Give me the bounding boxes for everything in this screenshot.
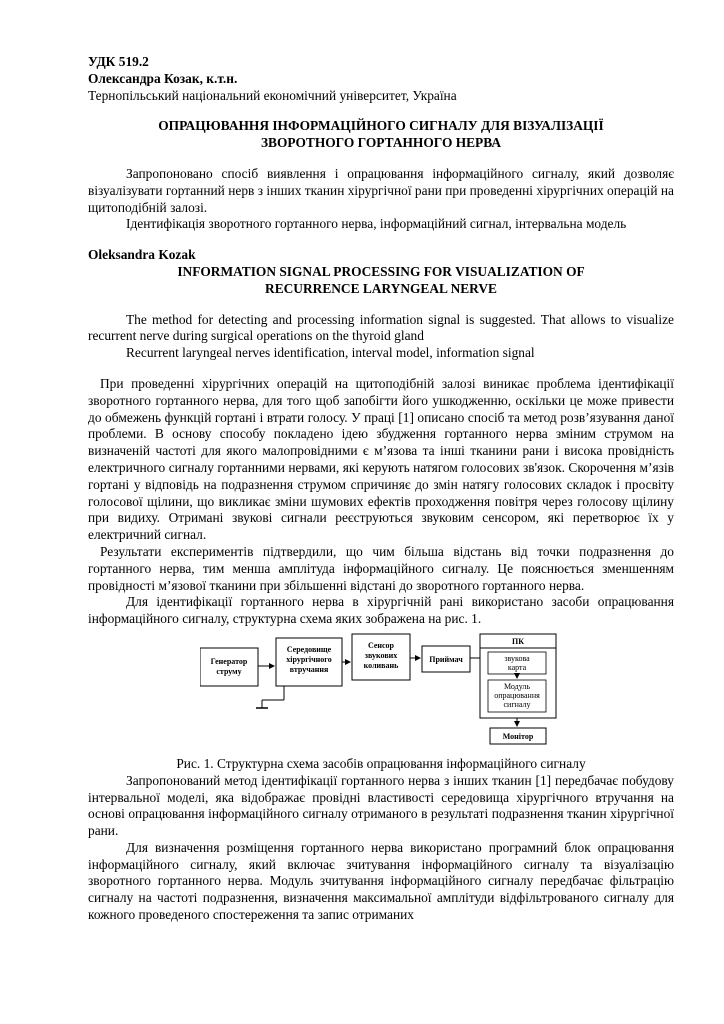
body-paragraph-1: При проведенні хірургічних операцій на щитоподібній залозі виникає проблема ідентифікації зворотного гортанного нерва, для того щоб запобігти його ушкодженню, оскільки це може привести до обмежень функцій гортані і втрати голосу. У праці [1] описано спосіб та метод розв’язування даної проблеми. В основу способу покладено ідею збудження гортанного нерва зміним струмом на визначеній частоті для якого малопровідними є м’язова та інші тканини рани і висока провідність електричного сигналу гортанними нервами, які керують натягом голосових зв'язок. Скорочення м’язів гортані у відповідь на подразнення струмом спричиняє до змін натягу голосових складок і просвіту голосової щілини, що викликає зміни шумових ефектів проходження повітря через голосову щілину при видиху. Отримані звукові сигнали реєструються звуковим сенсором, які перетворює їх у електричний сигнал. [88,375,674,543]
body-paragraph-4: Запропонований метод ідентифікації гортанного нерва з інших тканин [1] передбачає побудову інтервальної моделі, яка відображає провідні властивості середовища хірургічного втручання на основі опрацювання інформаційного сигналу отриманого в результаті подразнення тканин хірургічної рани. [88,772,674,839]
soundcard-label-1: звукова [504,653,530,663]
soundcard-label-2: карта [507,662,527,672]
body-paragraph-5: Для визначення розміщення гортанного нерва використано програмний блок опрацювання інформаційного сигналу, який включає зчитування інформаційного сигналу та візуалізацію зворотного гортанного нерва. Модуль зчитування інформаційного сигналу передбачає фільтрацію сигналу на частоті подразнення, визначення максимальної амплітуди відфільтрованого сигналу для кожного проведеного спостереження та запис отриманих [88,839,674,923]
udk-code: УДК 519.2 [88,54,149,69]
sensor-label-2: звукових [364,650,398,660]
title-en-line1: INFORMATION SIGNAL PROCESSING FOR VISUALIZATION OF [177,263,585,279]
medium-label-1: Середовище [286,644,332,654]
keywords-en: Recurrent laryngeal nerves identification, interval model, information signal [126,345,535,361]
body-paragraph-2: Результати експериментів підтвердили, що чим більша відстань від точки подразнення до гортанного нерва, тим менша амплітуда інформаційного сигналу. Це пояснюється зменшенням провідності м’язової тканини при збільшенні відстані до зворотного гортанного нерва. [88,543,674,593]
abstract-ua: Запропоновано спосіб виявлення і опрацювання інформаційного сигналу, який дозволяє візуалізувати гортанний нерв з інших тканин хірургічної рани при проведенні хірургічних операцій на щитоподібній залозі. [88,165,674,215]
paper-page [88,54,674,924]
figure-1-caption: Рис. 1. Структурна схема засобів опрацювання інформаційного сигналу [176,755,586,771]
body-paragraph-3: Для ідентифікації гортанного нерва в хірургічній рані використано засоби опрацювання інформаційного сигналу, структурна схема яких зображена на рис. 1. [88,594,674,627]
generator-label-2: струму [216,666,242,676]
author-ua: Олександра Козак, к.т.н. [88,70,238,86]
affiliation: Тернопільський національний економічний університет, Україна [88,87,457,103]
pc-label: ПК [511,636,525,646]
module-label-1: Модуль [503,681,531,691]
title-ua-line1: ОПРАЦЮВАННЯ ІНФОРМАЦІЙНОГО СИГНАЛУ ДЛЯ ВІЗУАЛІЗАЦІЇ [158,118,604,134]
title-ua-line2: ЗВОРОТНОГО ГОРТАННОГО НЕРВА [260,135,501,151]
module-label-3: сигналу [503,699,531,709]
generator-label-1: Генератор [210,656,248,666]
author-en: Oleksandra Kozak [88,247,196,263]
sensor-label-3: коливань [363,660,399,670]
monitor-label: Монітор [502,731,534,741]
abstract-en: The method for detecting and processing information signal is suggested. That allows to visualize recurrent nerve during surgical operations on the thyroid gland [88,311,674,344]
sensor-label-1: Сенсор [367,640,395,650]
module-label-2: опрацювання [494,690,540,700]
title-en-line2: RECURRENCE LARYNGEAL NERVE [265,280,497,296]
figure-1-diagram [88,632,674,754]
medium-label-3: втручання [289,664,329,674]
receiver-label: Приймач [429,654,463,664]
medium-label-2: хірургічного [286,654,332,664]
keywords-ua: Ідентифікація зворотного гортанного нерва, інформаційний сигнал, інтервальна модель [126,216,627,232]
